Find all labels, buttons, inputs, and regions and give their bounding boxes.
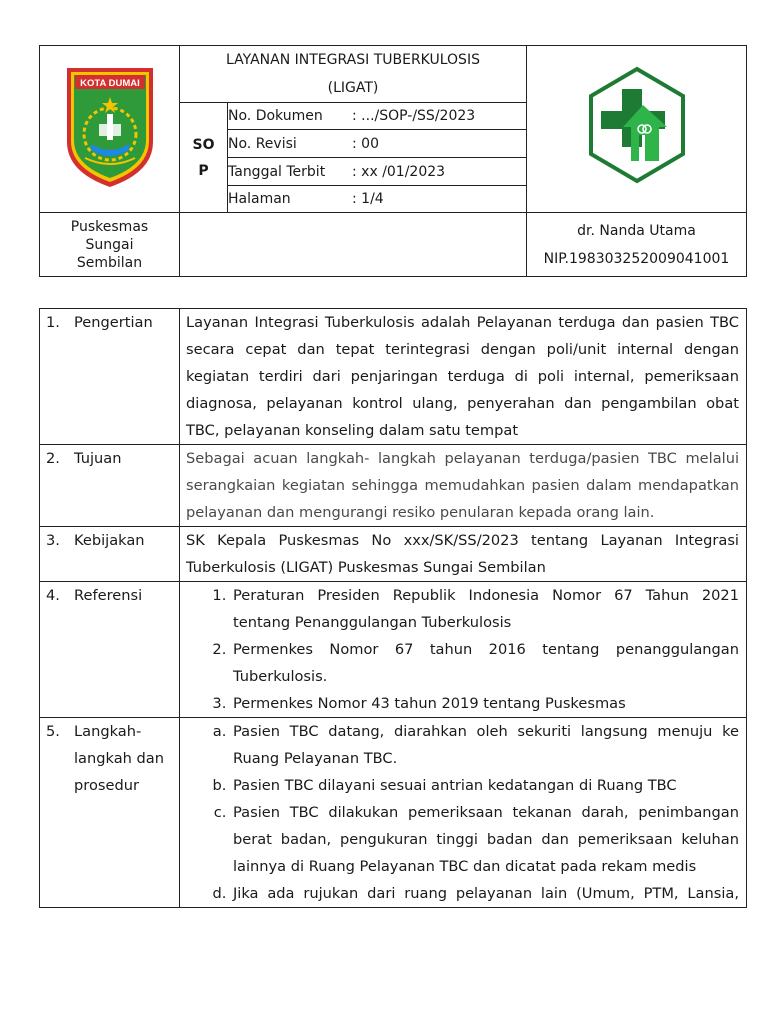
institution-cell — [40, 213, 180, 277]
institution-name-line3: Sembilan — [76, 254, 143, 271]
signatory-cell — [527, 213, 747, 277]
section-text: Sebagai acuan langkah- langkah pelayanan terduga/pasien TBC melalui serangkaian kegiatan sehingga memudahkan pasien dalam mendapatkan pelayanan dan mengurangi resiko penularan kepada orang lain. — [180, 445, 747, 527]
procedure-step: c. Pasien TBC dilakukan pemeriksaan tekanan darah, penimbangan berat badan, pengukuran tinggi badan dan pemeriksaan keluhan lainnya di Ruang Pelayanan TBC dan dicatat pada rekam medis — [231, 799, 739, 880]
section-label-cell — [40, 445, 180, 527]
section-label: Kebijakan — [74, 532, 145, 549]
procedure-step: b. Pasien TBC dilayani sesuai antrian kedatangan di Ruang TBC — [231, 772, 739, 799]
section-row-kebijakan — [40, 527, 747, 582]
meta-value: : xx /01/2023 — [352, 163, 446, 180]
meta-value: : 1/4 — [352, 191, 384, 207]
document-header-table — [39, 45, 747, 277]
meta-row-issue-date — [228, 158, 527, 186]
puskesmas-logo-cell — [527, 46, 747, 213]
section-label-line: langkah dan — [74, 750, 164, 767]
section-row-referensi — [40, 582, 747, 718]
reference-list-cell — [180, 582, 747, 718]
meta-row-page — [228, 186, 527, 213]
section-label-line: prosedur — [74, 777, 139, 794]
section-number: 1. — [46, 314, 60, 331]
section-label-cell — [40, 309, 180, 445]
procedure-step: d. Jika ada rujukan dari ruang pelayanan lain (Umum, PTM, Lansia, — [231, 880, 739, 907]
section-text: Layanan Integrasi Tuberkulosis adalah Pelayanan terduga dan pasien TBC secara cepat dan tepat terintegrasi dengan poli/unit internal dengan kegiatan terdiri dari penjaringan terduga di poli internal, pemeriksaan diagnosa, pelayanan kontrol ulang, penyerahan dan pengambilan obat TBC, pelayanan konseling dalam satu tempat — [180, 309, 747, 445]
logo-text: KOTA DUMAI — [79, 78, 140, 89]
sop-label-cell — [180, 103, 228, 213]
signatory-nip: NIP.198303252009041001 — [543, 250, 730, 267]
section-number: 3. — [46, 532, 60, 549]
institution-name-line2: Sungai — [85, 236, 134, 253]
section-label: Pengertian — [74, 314, 153, 331]
procedure-list — [180, 718, 739, 907]
section-label: Referensi — [74, 587, 143, 604]
reference-item: 3. Permenkes Nomor 43 tahun 2019 tentang Puskesmas — [231, 690, 739, 717]
document-title: LAYANAN INTEGRASI TUBERKULOSIS — [226, 52, 480, 68]
sop-label-line2: P — [198, 162, 209, 179]
meta-label: No. Revisi — [228, 135, 297, 152]
meta-value: : .../SOP-/SS/2023 — [352, 108, 476, 124]
signatory-name: dr. Nanda Utama — [577, 222, 696, 239]
section-row-prosedur — [40, 718, 747, 908]
section-row-tujuan — [40, 445, 747, 527]
institution-name-line1: Puskesmas — [70, 218, 149, 235]
meta-label: No. Dokumen — [228, 108, 323, 124]
section-number: 5. — [46, 723, 60, 740]
meta-value: : 00 — [352, 135, 379, 152]
section-label: Tujuan — [74, 450, 122, 467]
meta-label: Tanggal Terbit — [228, 163, 326, 180]
section-label-cell — [40, 582, 180, 718]
meta-row-revision — [228, 130, 527, 158]
section-label — [74, 718, 174, 799]
sop-content-table — [39, 308, 747, 908]
sop-label-line1: SO — [192, 136, 215, 153]
section-number: 2. — [46, 450, 60, 467]
reference-list — [180, 582, 739, 717]
reference-item: 2. Permenkes Nomor 67 tahun 2016 tentang penanggulangan Tuberkulosis. — [231, 636, 739, 690]
section-number: 4. — [46, 587, 60, 604]
section-label-line: Langkah- — [74, 723, 142, 740]
empty-cell — [180, 213, 527, 277]
section-label-cell — [40, 718, 180, 908]
city-logo-cell — [40, 46, 180, 213]
meta-row-document-number — [228, 103, 527, 130]
section-label-cell — [40, 527, 180, 582]
meta-label: Halaman — [228, 191, 291, 207]
section-row-pengertian — [40, 309, 747, 445]
procedure-list-cell — [180, 718, 747, 908]
section-text: SK Kepala Puskesmas No xxx/SK/SS/2023 tentang Layanan Integrasi Tuberkulosis (LIGAT) Puskesmas Sungai Sembilan — [180, 527, 747, 582]
puskesmas-logo — [587, 65, 687, 189]
reference-item: 1. Peraturan Presiden Republik Indonesia Nomor 67 Tahun 2021 tentang Penanggulangan Tuberkulosis — [231, 582, 739, 636]
document-title-abbrev: (LIGAT) — [327, 80, 379, 96]
procedure-step: a. Pasien TBC datang, diarahkan oleh sekuriti langsung menuju ke Ruang Pelayanan TBC. — [231, 718, 739, 772]
kota-dumai-logo — [63, 64, 157, 190]
document-title-cell — [180, 46, 527, 103]
